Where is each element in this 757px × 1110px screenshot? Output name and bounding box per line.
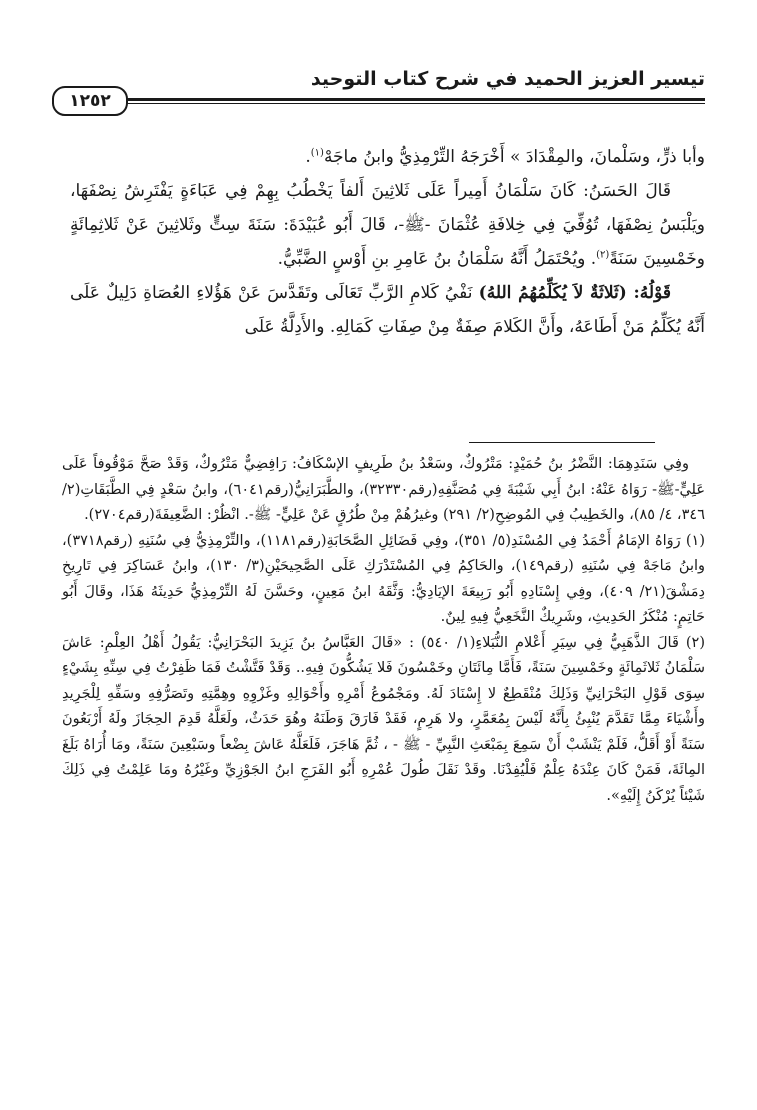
running-title: تيسير العزيز الحميد في شرح كتاب التوحيد [310,68,705,90]
footnote-2 [62,631,705,810]
page-number: ١٢٥٢ [52,86,128,116]
footnote-ref-1: (١) [310,147,324,159]
footnote-separator [469,442,655,443]
main-paragraph-2-tail: . ويُحْتَمَلُ أَنَّهُ سَلْمَانُ بنُ عَامِرِ بنِ أَوْسٍ الضَّبِّيُّ. [277,249,597,269]
main-paragraph-1-text: وأبا ذرٍّ، وسَلْمانَ، والمِقْدَادَ » أَخْرَجَهُ التِّرْمِذِيُّ وابنُ ماجَهْ [323,147,705,167]
footnote-continuation: وفِي سَنَدِهِمَا: النَّضْرُ بنُ حُمَيْدٍ: مَتْرُوكٌ، وسَعْدُ بنُ طَرِيفٍ الإسْكَافُ: رَافِضِيٌّ مَتْرُوكٌ، وَقَدْ صَحَّ مَوْقُوفاً عَلَى عَلِيٍّ-ﷺ- رَوَاهُ عَنْهُ: ابنُ أَبِي شَيْبَةَ فِي مُصَنَّفِهِ(رقم٣٢٣٣٠)، والطَّبَرَانِيُّ(رقم٦٠٤١)، وابنُ سَعْدٍ فِي الطَّبَقَاتِ(٢/ ٣٤٦، ٤/ ٨٥)، والخَطِيبُ فِي المُوضِحِ(٢/ ٢٩١) وغيرُهُمْ مِنْ طُرُقٍ عَنْ عَلِيٍّ- ﷺ-. انْظُرْ: الضَّعِيفَةَ(رقم٢٧٠٤). [62,456,705,523]
footnote-1 [62,529,705,631]
quoted-phrase: قَوْلُهُ: (ثَلاثَةٌ لاَ يُكَلِّمُهُمُ اللهُ) [478,283,671,303]
main-text [70,140,705,344]
footnote-1-number: (١) [685,532,705,549]
main-paragraph-3 [70,276,705,344]
footnote-1-text: رَوَاهُ الإمَامُ أَحْمَدُ فِي المُسْنَدِ(٥/ ٣٥١)، وفِي فَضَائِلِ الصَّحَابَةِ(رقم١١٨١)، والتِّرْمِذِيُّ فِي سُنَنِهِ (رقم٣٧١٨)، وابنُ مَاجَهْ فِي سُنَنِهِ (رقم١٤٩)، والحَاكِمُ فِي المُسْتَدْرَكِ عَلَى الصَّحِيحَيْنِ(٣/ ١٣٠)، وابنُ عَسَاكِرَ فِي تَارِيخِ دِمَشْقَ(٢١/ ٤٠٩)، وفِي إِسْنَادِهِ أَبُو رَبِيعَةَ الإيَادِيُّ: وَثَّقَهُ ابنُ مَعِينٍ، وحَسَّنَ لَهُ التِّرْمِذِيُّ حَدِيثَهُ هَذَا، وقَالَ أَبُو حَاتِمٍ: مُنْكَرُ الحَدِيثِ، وشَرِيكٌ النَّخَعِيُّ فِيهِ لِينٌ. [62,532,706,625]
footnote-ref-2: (٢) [596,249,610,261]
main-paragraph-2 [70,174,705,276]
main-paragraph-1: وأبا ذرٍّ، وسَلْمانَ، والمِقْدَادَ » أَخْرَجَهُ التِّرْمِذِيُّ وابنُ ماجَهْ$^{(١)}$. [305,147,705,167]
page-header [52,62,705,114]
header-rule-thin [52,103,705,104]
header-rule-thick [52,98,705,101]
footnote-2-text: قَالَ الذَّهَبِيُّ فِي سِيَرِ أَعْلامِ النُّبَلاءِ(١/ ٥٤٠) : «قَالَ العَبَّاسُ بنُ يَزِيدَ البَحْرَانِيُّ: يَقُولُ أَهْلُ العِلْمِ: عَاشَ سَلْمَانُ ثَلاثَمِائَةٍ وخَمْسِينَ سَنَةً، فَأَمَّا مِائَتَانِ وخَمْسُونَ فَلا يَشُكُّونَ فِيهِ.. وَقَدْ فَتَّشْتُ فَمَا ظَفِرْتُ فِي سِنِّهِ بِشَيْءٍ سِوَى قَوْلِ البَحْرَانِيِّ وَذَلِكَ مُنْقَطِعٌ لا إِسْنَادَ لَهُ. ومَجْمُوعُ أَمْرِهِ وأَحْوَالِهِ وغَزْوِهِ وهِمَّتِهِ وتَصَرُّفِهِ وسَفِّهِ لِلْجَرِيدِ وأَشْيَاءَ مِمَّا تَقَدَّمَ يُنْبِئُ بِأَنَّهُ لَيْسَ بِمُعَمَّرٍ، ولا هَرِمٍ، فَقَدْ فَارَقَ وَطَنَهُ وهُوَ حَدَثٌ، ولَعَلَّهُ قَدِمَ الحِجَازَ ولَهُ أَرْبَعُونَ سَنَةً أَوْ أَقَلُّ، فَلَمْ يَنْشَبْ أَنْ سَمِعَ بِمَبْعَثِ النَّبِيِّ - ﷺ - ، ثُمَّ هَاجَرَ، فَلَعَلَّهُ عَاشَ بِضْعاً وسَبْعِينَ سَنَةً، ومَا أُرَاهُ بَلَغَ المِائَةَ، فَمَنْ كَانَ عِنْدَهُ عِلْمٌ فَلْيُفِدْنَا. وقَدْ نَقَلَ طُولَ عُمْرِهِ أَبُو الفَرَجِ ابنُ الجَوْزِيِّ وغَيْرُهُ ومَا عَلِمْتُ فِي ذَلِكَ شَيْئاً يُرْكَنُ إِلَيْهِ». [62,634,705,804]
footnote-2-number: (٢) [685,634,706,651]
main-paragraph-2-text: قَالَ الحَسَنُ: كَانَ سَلْمَانُ أَمِيراً عَلَى ثَلاثِينَ أَلفاً يَخْطُبُ بِهِمْ فِي عَبَاءَةٍ يَفْتَرِشُ نِصْفَهَا، ويَلْبَسُ نِصْفَهَا، تُوُفِّيَ فِي خِلافَةِ عُثْمَانَ -ﷺ-، قَالَ أَبُو عُبَيْدَةَ: سَنَةَ سِتٍّ وثَلاثِينَ عَنْ ثَلاثِمِائَةٍ وخَمْسِينَ سَنَةً [70,181,705,269]
main-paragraph-3-text: نَفْيُ كَلامِ الرَّبِّ تَعَالَى وتَقَدَّسَ عَنْ هَؤُلاءِ العُصَاةِ دَلِيلٌ عَلَى أَنَّهُ يُكَلِّمُ مَنْ أَطَاعَهُ، وأَنَّ الكَلامَ صِفَةٌ مِنْ صِفَاتِ كَمَالِهِ. والأَدِلَّةُ عَلَى [70,283,705,337]
footnotes [62,452,705,809]
